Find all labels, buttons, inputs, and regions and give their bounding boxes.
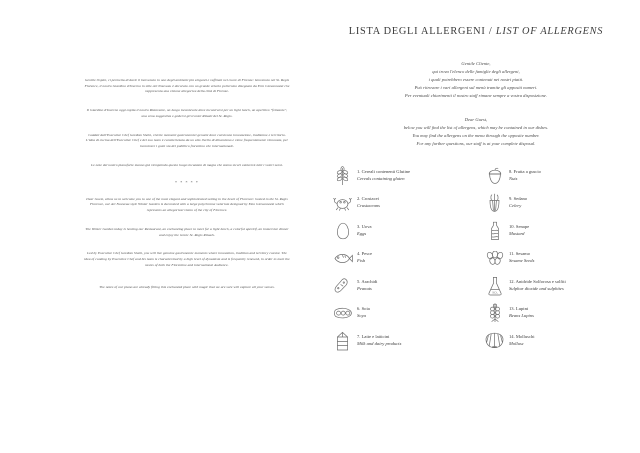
page-title-separator: / <box>488 26 493 37</box>
allergen-name-en-8: Nuts <box>509 175 518 181</box>
allergen-label-7 <box>353 334 401 347</box>
page-title <box>324 26 628 37</box>
allergen-name-it-1: 1. Cereali contenenti Glutine <box>357 168 411 174</box>
shell-icon <box>484 330 505 352</box>
intro-salutation-en: Dear Guest, <box>464 117 488 123</box>
allergen-label-12 <box>505 279 566 292</box>
allergen-item-12 <box>484 272 628 300</box>
spacer <box>84 188 290 197</box>
allergen-name-it-12: 12. Anidride Solforosa e solfiti <box>509 278 566 284</box>
allergen-name-it-4: 4. Pesce <box>357 251 373 257</box>
intro-line-en-3: For any further questions, our staff is at your complete disposal. <box>416 141 536 146</box>
intro-line-en-1: below you will find the list of allergens, which may be contained in our dishes. <box>403 125 549 131</box>
allergen-label-5 <box>353 279 377 292</box>
left-welcome-panel <box>0 0 318 453</box>
allergen-label-6 <box>353 306 370 319</box>
allergen-label-10 <box>505 224 529 237</box>
acorn-nut-icon <box>484 165 505 187</box>
welcome-paragraph-it-1: Gentile Ospite, ci permetta di darle il benvenuto in uno degli ambienti più eleganti e raffinati nel cuore di Firenze: benvenuto nel St. Regis Florence, il nostro Giardino d'Inverno in stile Art Nouveau è decorato con un grande velario policromo disegnato da Erio Giovannozzi che rappresenta una visione allegorica della città di Firenze. <box>84 78 290 94</box>
allergen-name-en-2: Crustaceans <box>357 203 380 209</box>
allergen-name-it-8: 8. Frutta a guscio <box>509 168 541 174</box>
allergen-name-en-11: Sesame Seeds <box>509 258 535 264</box>
spacer <box>84 150 290 163</box>
svg-text:SO₂: SO₂ <box>491 290 498 295</box>
crab-icon <box>332 192 353 214</box>
allergen-item-4 <box>332 244 480 272</box>
flask-so2-icon <box>484 275 505 297</box>
allergen-label-9 <box>505 196 527 209</box>
welcome-paragraph-it-2: Il Giardino d'Inverno oggi ospita il nostro Ristorante, un luogo incantevole dove incontrarsi per un light lunch, un aperitivo "frizzante", una cena suggestiva e godersi gli iconici Rituali del St. Regis. <box>86 108 288 118</box>
welcome-paragraph-it-4: Le note del nostro pianoforte stanno già riempiendo questo luogo incantato di magia che siamo sicuri catturerà tutti i vostri sensi. <box>91 162 283 167</box>
allergen-item-7 <box>332 327 480 355</box>
italian-welcome-block <box>84 78 290 169</box>
allergen-label-2 <box>353 196 380 209</box>
intro-line-it-1: qui trova l'elenco delle famiglie degli allergeni, <box>432 68 520 74</box>
allergen-name-en-10: Mustard <box>509 230 525 236</box>
page-title-it: LISTA DEGLI ALLERGENI <box>348 26 486 37</box>
allergen-name-en-4: Fish <box>357 258 366 264</box>
allergen-name-en-9: Celery <box>509 203 522 209</box>
intro-italian <box>324 60 628 99</box>
allergen-name-it-7: 7. Latte e latticini <box>357 333 390 339</box>
welcome-paragraph-en-2: The Winter Garden today is hosting our Restaurant, an enchanting place to meet for a light lunch, a colorful aperitif, an immersive dinner and enjoy the iconic St. Regis Rituals. <box>85 226 289 237</box>
egg-icon <box>332 220 353 242</box>
allergen-name-en-13: Beans Lupins <box>509 313 534 319</box>
allergen-name-it-10: 10. Senape <box>509 223 530 229</box>
english-welcome-block <box>84 197 290 292</box>
welcome-paragraph-it-3: Guidati dall'Executive Chef Gordian Shehi, vivrete momenti gastronomici genuini dove convivono innovazione, tradizione e territorio. L'idea di cucina dell'Executive Chef e del suo team è caratterizzata da un alto livello di dinamismo e viene frequentemente rinnovata, per incontrare i gusti sia del pubblico fiorentino che internazionale. <box>85 132 289 149</box>
allergen-name-en-5: Peanuts <box>357 285 372 291</box>
allergen-item-5 <box>332 272 480 300</box>
peanut-icon <box>332 275 353 297</box>
allergen-item-10 <box>484 217 628 245</box>
allergen-label-3 <box>353 224 372 237</box>
allergen-item-11 <box>484 244 628 272</box>
allergen-name-it-3: 3. Uova <box>357 223 372 229</box>
intro-salutation-it: Gentile Cliente, <box>461 61 491 66</box>
page-title-en: LIST OF ALLERGENS <box>495 26 604 37</box>
intro-line-it-4: Per eventuali chiarimenti il nostro staff rimane sempre a vostra disposizione. <box>404 92 548 98</box>
allergen-name-it-11: 11. Sesamo <box>509 251 531 257</box>
allergen-name-en-7: Milk and dairy products <box>357 340 402 346</box>
spacer <box>84 238 290 251</box>
allergen-name-en-3: Eggs <box>357 230 367 236</box>
allergen-item-13 <box>484 299 628 327</box>
sesame-seeds-icon <box>484 247 505 269</box>
allergen-label-1 <box>353 169 410 182</box>
allergen-item-1 <box>332 162 480 190</box>
soy-pod-icon <box>332 302 353 324</box>
allergen-name-en-12: Sulphur dioxide and sulphites <box>509 285 564 291</box>
allergen-name-en-6: Soya <box>357 313 366 319</box>
allergen-grid <box>324 162 628 355</box>
allergen-item-14 <box>484 327 628 355</box>
allergen-label-4 <box>353 251 372 264</box>
milk-carton-icon <box>332 330 353 352</box>
welcome-paragraph-en-4: The notes of our piano are already filling this enchanted place with magic that we are sure will capture all your senses. <box>99 285 275 290</box>
allergen-name-it-13: 13. Lupini <box>509 306 529 312</box>
allergen-item-8 <box>484 162 628 190</box>
allergen-label-8 <box>505 169 541 182</box>
allergen-item-3 <box>332 217 480 245</box>
spacer <box>84 120 290 133</box>
welcome-paragraph-en-3: Led by Executive Chef Gordian Shehi, you will live genuine gastronomic moments where innovation, tradition and territory coexist. The idea of cooking by Executive Chef and his team is characterized by a high level of dynamism and is frequently renewed, in order to meet the tastes of both the Florentine and international Audience. <box>84 251 290 267</box>
allergen-label-13 <box>505 306 534 319</box>
section-divider: * * * * * <box>175 179 199 185</box>
allergen-name-it-6: 6. Soia <box>357 306 370 312</box>
welcome-paragraph-en-1: Dear Guest, allow us to welcome you to one of the most elegant and sophisticated setting in the heart of Florence: hosted in the St. Regis Florence, our Art Nouveau style Winter Garden is decorated with a large polychrome velarium designed by Ezio Giovannozzi which represents an allegorical vision of the city of Florence. <box>86 196 288 213</box>
allergen-item-9 <box>484 189 628 217</box>
lupin-icon <box>484 302 505 324</box>
intro-line-it-3: Può ritrovare i vari allergeni sul menù tramite gli appositi numeri. <box>414 84 538 90</box>
allergen-name-en-1: Cereals containing gluten <box>357 175 405 181</box>
allergen-name-it-14: 14. Molluschi <box>509 333 535 339</box>
fish-icon <box>332 247 353 269</box>
mustard-bottle-icon <box>484 220 505 242</box>
allergen-label-11 <box>505 251 534 264</box>
spacer <box>324 103 628 116</box>
allergen-name-it-9: 9. Sedano <box>509 196 528 202</box>
allergen-label-14 <box>505 334 535 347</box>
spacer <box>84 268 290 285</box>
intro-line-en-2: You may find the allergens on the menu through the opposite number. <box>412 133 540 139</box>
allergen-name-it-5: 5. Arachidi <box>357 278 378 284</box>
allergen-item-2 <box>332 189 480 217</box>
allergen-column-right <box>480 162 628 355</box>
allergen-list-panel <box>318 0 640 453</box>
intro-line-it-2: i quali potrebbero essere contenuti nei nostri piatti. <box>428 76 524 82</box>
spacer <box>84 169 290 178</box>
allergen-item-6 <box>332 299 480 327</box>
spacer <box>84 95 290 108</box>
intro-english <box>324 116 628 148</box>
allergen-column-left <box>332 162 480 355</box>
wheat-icon <box>332 165 353 187</box>
allergen-name-en-14: Mollusc <box>509 340 524 346</box>
spacer <box>84 214 290 227</box>
celery-icon <box>484 192 505 214</box>
allergen-name-it-2: 2. Crostacei <box>357 196 379 202</box>
